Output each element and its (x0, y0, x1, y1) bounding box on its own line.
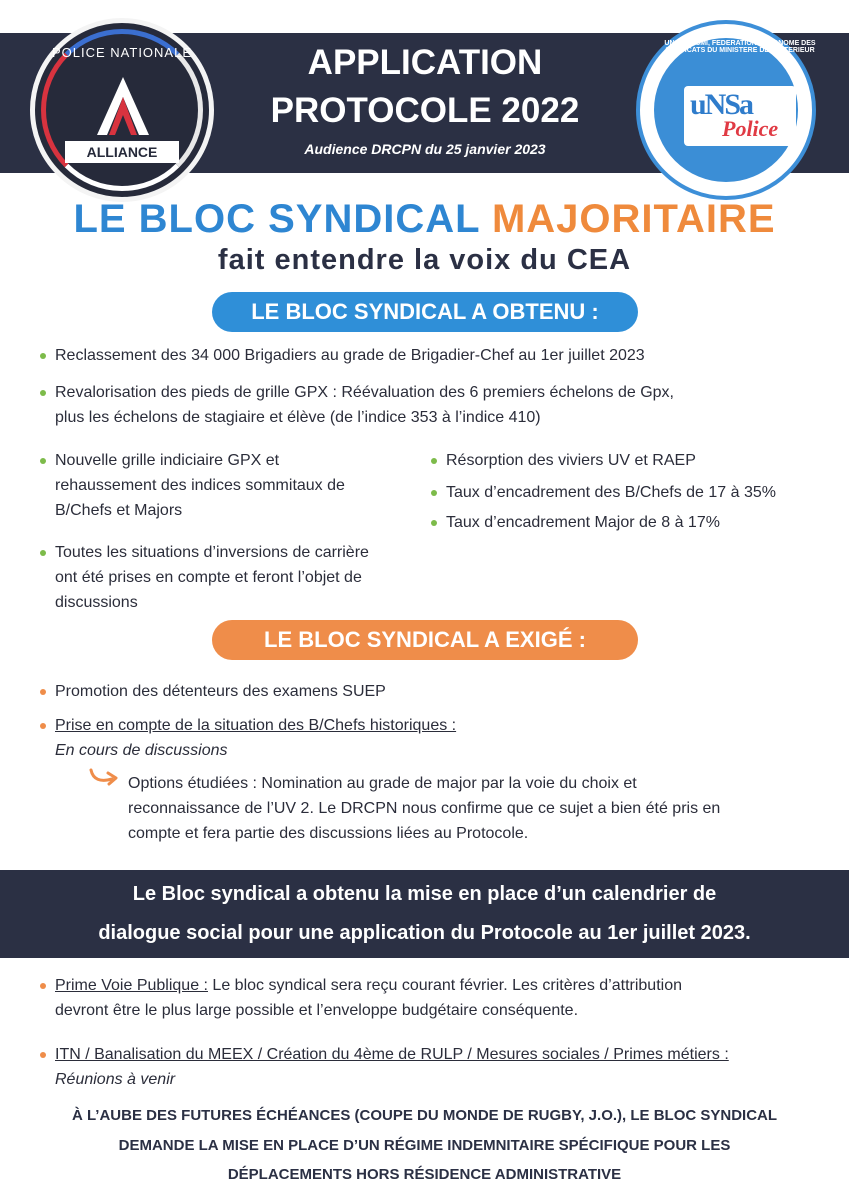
alliance-logo (30, 18, 214, 202)
obtained-item: Toutes les situations d’inversions de carrière ont été prises en compte et feront l’objet de discussions (55, 540, 369, 615)
bullet-icon (431, 458, 437, 464)
demanded-item: Promotion des détenteurs des examens SUEP (55, 679, 386, 704)
obtained-item: Revalorisation des pieds de grille GPX : Réévaluation des 6 premiers échelons de Gpx, plus les échelons de stagiaire et élève (de l’indice 353 à l’indice 410) (55, 380, 674, 430)
footer-line2: DEMANDE LA MISE EN PLACE D’UN RÉGIME INDEMNITAIRE SPÉCIFIQUE POUR LES (118, 1137, 731, 1154)
bullet-icon (40, 1052, 46, 1058)
obtained-item: Taux d’encadrement des B/Chefs de 17 à 35% (446, 480, 776, 505)
headline-part1: LE BLOC SYNDICAL (73, 197, 480, 241)
logo-unsa-text: uNSa (690, 88, 753, 121)
bullet-icon (40, 550, 46, 556)
bullet-icon (40, 723, 46, 729)
band-line2: dialogue social pour une application du Protocole au 1er juillet 2023. (98, 922, 751, 944)
curved-arrow-icon (88, 766, 122, 788)
logo-card (684, 86, 796, 146)
bottom-item-label: ITN / Banalisation du MEEX / Création du 4ème de RULP / Mesures sociales / Primes métiers : (55, 1046, 729, 1063)
headline-part2: MAJORITAIRE (491, 197, 776, 241)
logo-ring-text: UNSA-FASMI, FEDERATION AUTONOME DES SYNDICATS DU MINISTERE DE L'INTERIEUR (664, 40, 816, 54)
logo-brand-text: ALLIANCE (65, 141, 179, 163)
footer-line1: À L’AUBE DES FUTURES ÉCHÉANCES (COUPE DU MONDE DE RUGBY, J.O.), LE BLOC SYNDICAL (71, 1107, 778, 1124)
obtained-item: Taux d’encadrement Major de 8 à 17% (446, 510, 720, 535)
bullet-icon (431, 520, 437, 526)
header-title-line1: APPLICATION (307, 43, 543, 82)
logo-arc-text: POLICE NATIONALE (51, 45, 192, 60)
bullet-icon (40, 353, 46, 359)
bullet-icon (40, 689, 46, 695)
footer-line3: DÉPLACEMENTS HORS RÉSIDENCE ADMINISTRATIVE (227, 1166, 622, 1183)
headline-subline: fait entendre la voix du CEA (217, 244, 632, 276)
headline (0, 197, 849, 242)
header-subtitle: Audience DRCPN du 25 janvier 2023 (304, 141, 546, 157)
bottom-item-status: Réunions à venir (55, 1071, 176, 1088)
bottom-item (55, 1042, 729, 1092)
obtained-item: Résorption des viviers UV et RAEP (446, 448, 696, 473)
header-title-line2: PROTOCOLE 2022 (270, 91, 580, 130)
bottom-item: Prime Voie Publique : Le bloc syndical sera reçu courant février. Les critères d’attribution devront être le plus large possible et l’enveloppe budgétaire conséquente. (55, 973, 682, 1023)
bottom-item-label: Prime Voie Publique : (55, 977, 208, 994)
bullet-icon (431, 490, 437, 496)
obtained-item: Nouvelle grille indiciaire GPX et rehaussement des indices sommitaux de B/Chefs et Majors (55, 448, 345, 523)
obtained-pill: LE BLOC SYNDICAL A OBTENU : (212, 292, 638, 332)
alliance-chevron-icon (93, 75, 153, 137)
bullet-icon (40, 983, 46, 989)
demanded-item (55, 713, 456, 763)
obtained-item: Reclassement des 34 000 Brigadiers au grade de Brigadier-Chef au 1er juillet 2023 (55, 343, 645, 368)
demanded-item-title: Prise en compte de la situation des B/Chefs historiques : (55, 717, 457, 734)
logo-police-text: Police (722, 116, 779, 141)
bullet-icon (40, 458, 46, 464)
demanded-item-status: En cours de discussions (55, 742, 228, 759)
demanded-options: Options étudiées : Nomination au grade de major par la voie du choix et reconnaissance de l’UV 2. Le DRCPN nous confirme que ce sujet a bien été pris en compte et fera partie des discussions liées au Protocole. (128, 775, 721, 842)
demanded-pill: LE BLOC SYNDICAL A EXIGÉ : (212, 620, 638, 660)
logo-blue-disc (654, 38, 816, 182)
unsa-police-logo (636, 20, 816, 200)
band-line1: Le Bloc syndical a obtenu la mise en place d’un calendrier de (132, 883, 717, 905)
bullet-icon (40, 390, 46, 396)
